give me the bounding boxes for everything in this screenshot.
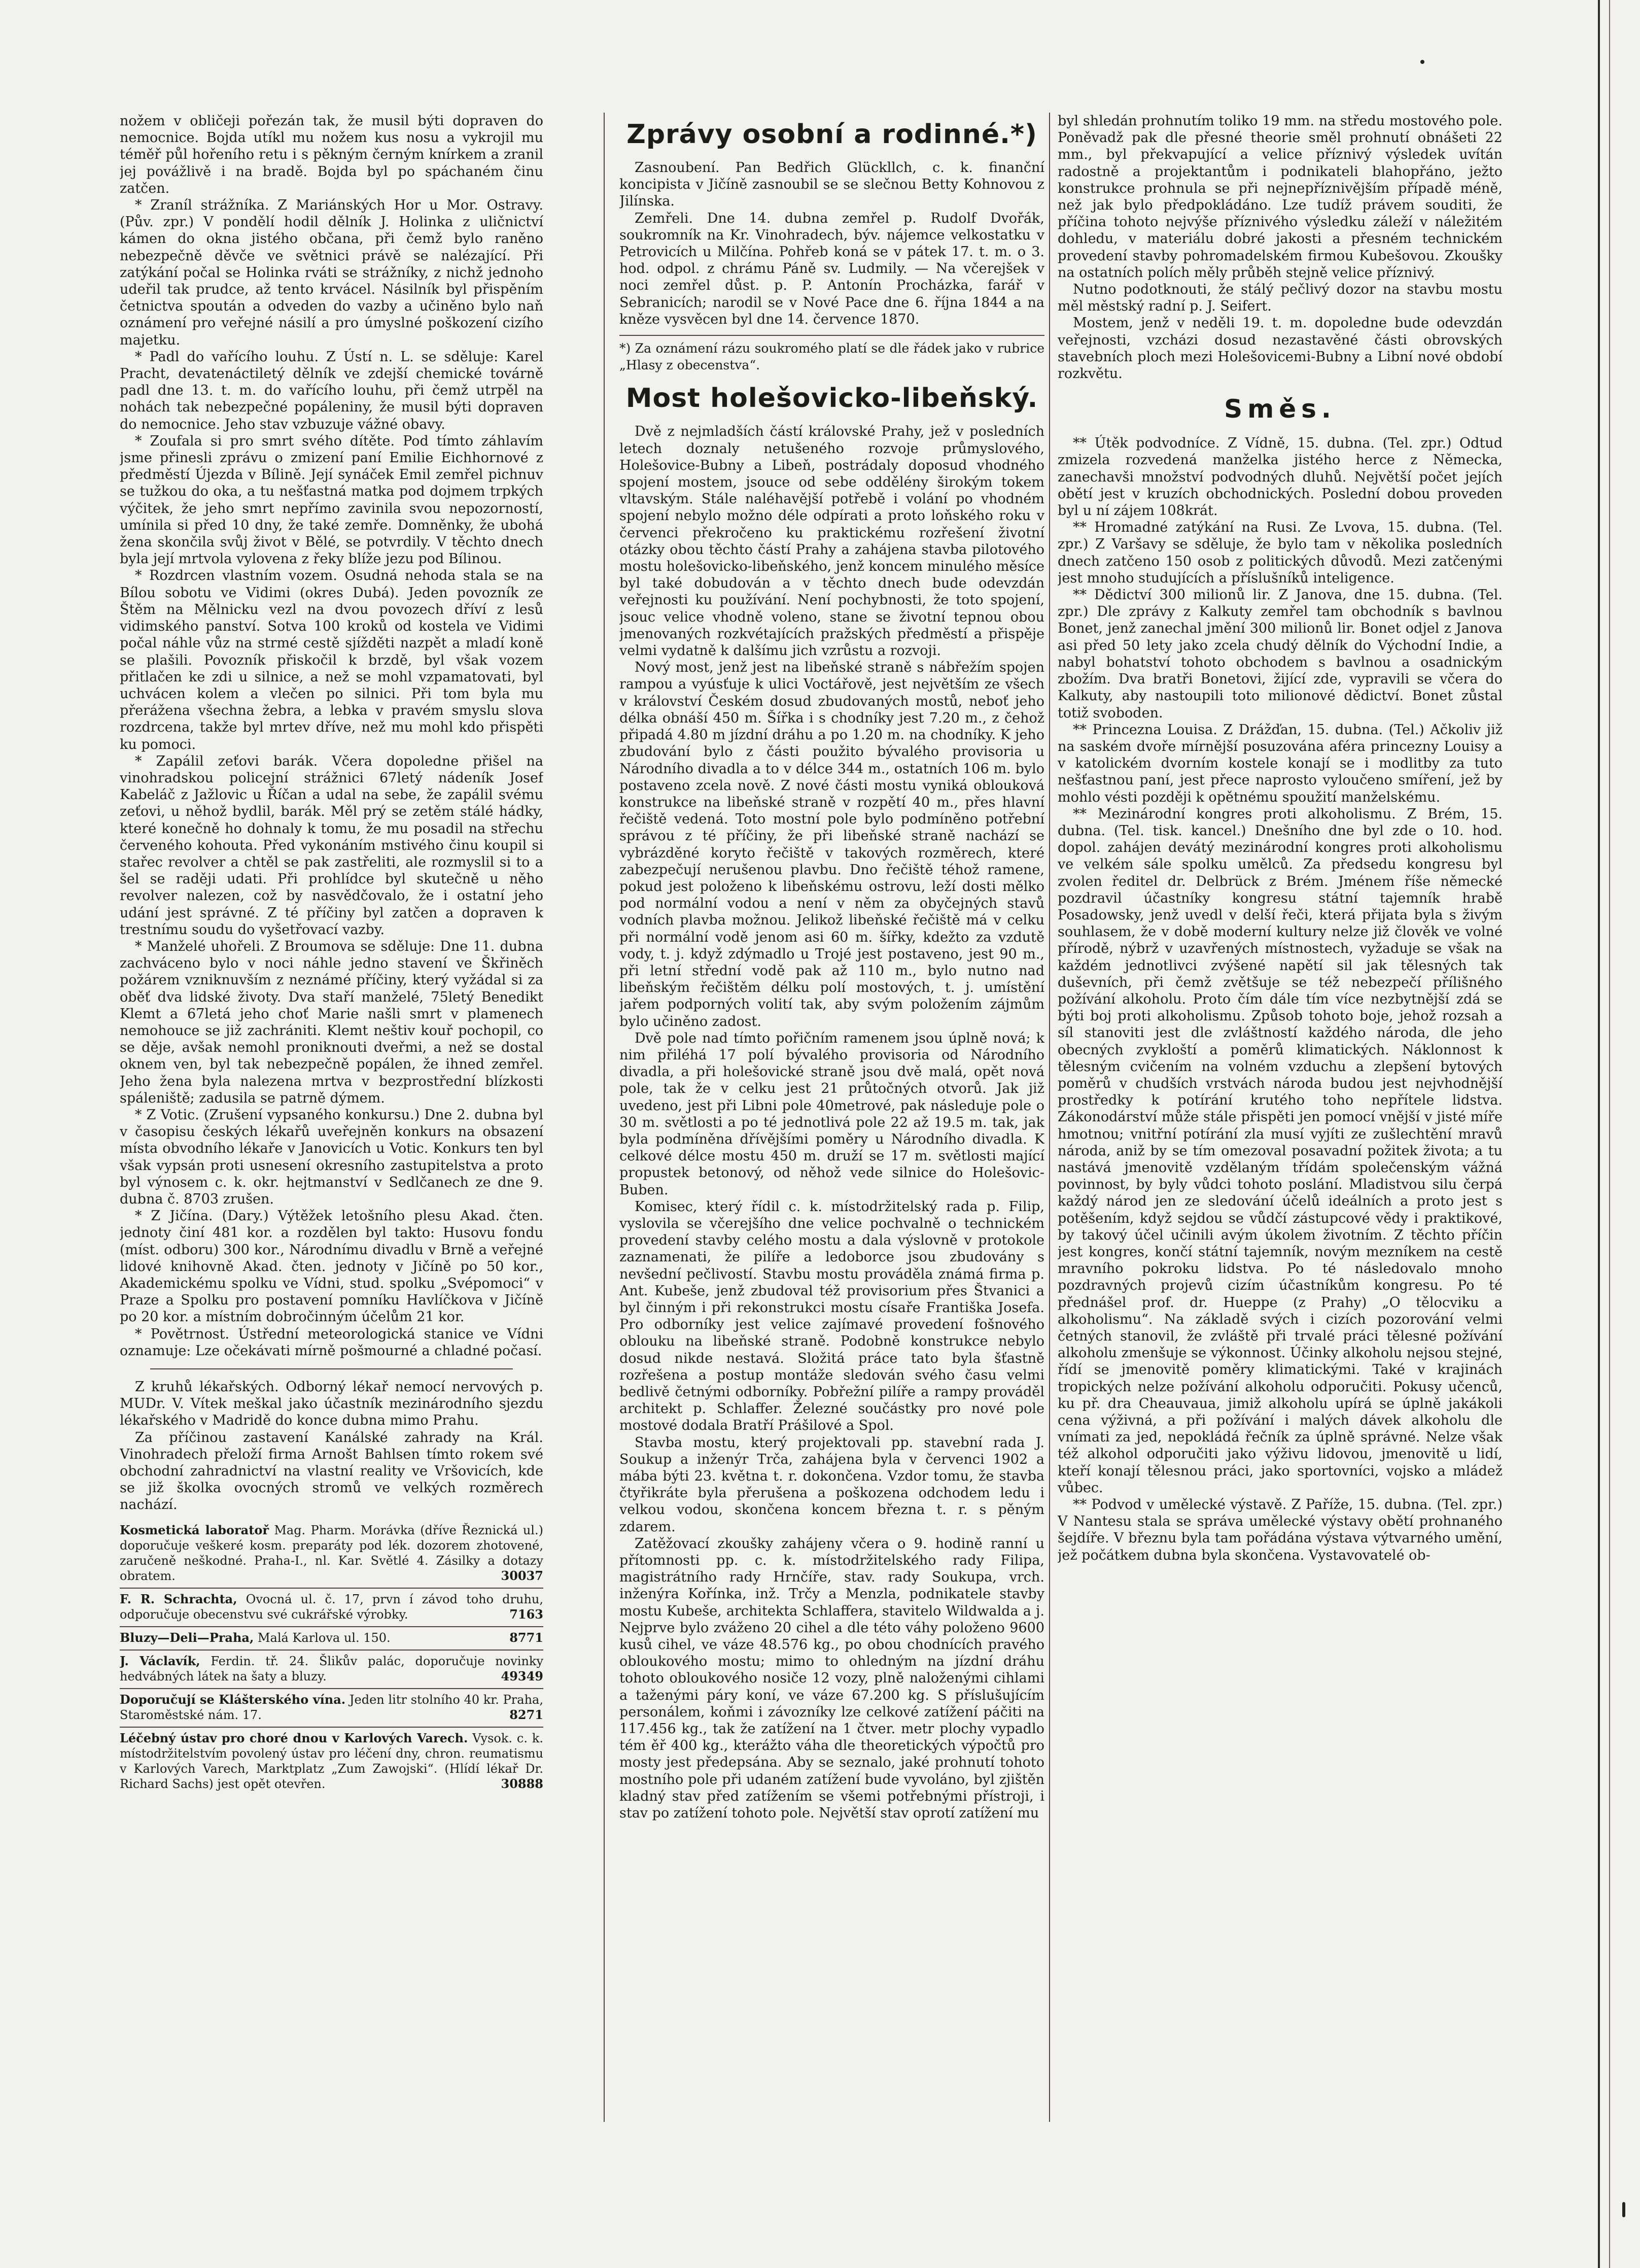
article-paragraph: ** Útěk podvodníce. Z Vídně, 15. dubna. (Tel. zpr.) Odtud zmizela rozvedená manželka jistého herce z Německa, zanechavši množství podvodných dluhů. Největší počet jejích obětí jest v kruzích obchodnických. Poslední dobou proveden byl u ní zájem 108krát. [1058,435,1503,519]
article-paragraph: Z kruhů lékařských. Odborný lékař nemocí nervových p. MUDr. V. Vítek meškal jako účastník mezinárodního sjezdu lékařského v Madridě do konce dubna mimo Prahu. [120,1379,543,1429]
print-mark [1622,2202,1625,2217]
advertisement [120,1727,543,1796]
article-paragraph: nožem v obličeji pořezán tak, že musil býti dopraven do nemocnice. Bojda utíkl mu nožem kus nosu a vykrojil mu téměř půl hořeního retu i s pěkným černým knírkem a zranil jej povážlivě i na bradě. Bojda byl po spáchaném činu zatčen. [120,113,543,196]
article-paragraph: Zasnoubení. Pan Bedřich Glückllch, c. k. finanční koncipista v Jičíně zasnoubil se se slečnou Betty Kohnovou z Jilínska. [619,160,1044,210]
article-paragraph: * Padl do vařícího louhu. Z Ústí n. L. se sděluje: Karel Pracht, devatenáctiletý dělník ve zdejší chemické továrně padl dne 13. t. m. do vařícího louhu, při čemž utrpěl na nohách tak nebezpečné popáleniny, že musil býti dopraven do nemocnice. Jeho stav vzbuzuje vážné obavy. [120,349,543,432]
ad-code: 30037 [501,1568,543,1583]
ad-code: 8271 [509,1707,543,1722]
article-paragraph: * Z Votic. (Zrušení vypsaného konkursu.) Dne 2. dubna byl v časopisu českých lékařů uveřejněn konkurs na obsazení místa obvodního lékaře v Janovicích u Votic. Konkurs ten byl však vypsán proti usnesení okresního zastupitelstva a proto byl výnosem c. k. okr. hejtmanství v Sedlčanech ze dne 9. dubna č. 8703 zrušen. [120,1107,543,1207]
article-paragraph: ** Hromadné zatýkání na Rusi. Ze Lvova, 15. dubna. (Tel. zpr.) Z Varšavy se sděluje, že bylo tam v několika posledních dnech zatčeno 150 osob z politických důvodů. Mezi zatčenými jest mnoho studujících a příslušníků inteligence. [1058,520,1503,586]
page-edge [1598,0,1600,2268]
ad-text: Ovocná ul. č. 17, prvn í závod toho druhu, odporučuje obecenstvu své cukrářské výrobky. [120,1592,543,1622]
footnote: *) Za oznámení rázu soukromého platí se dle řádek jako v rubrice „Hlasy z obecenstva“. [619,335,1044,373]
article-paragraph: Mostem, jenž v neděli 19. t. m. dopoledne bude odevzdán veřejnosti, vzcházi dosud nezastavěné části obrovských stavebních ploch mezi Holešovicemi-Bubny a Libní nové období rozkvětu. [1058,315,1503,382]
advertisement [120,1650,543,1688]
ad-text: Vysok. c. k. místodržitelstvím povolený ústav pro léčení dny, chron. reumatismu v Karlových Varech, Marktplatz „Zum Zawojski“. (Hlídí lékař Dr. Richard Sachs) jest opět otevřen. [120,1731,543,1791]
column-rule-left [604,113,605,2122]
ad-title: Bluzy—Deli—Praha, [120,1630,254,1645]
ad-code: 49349 [501,1668,543,1683]
article-paragraph: Dvě z nejmladších částí královské Prahy, jež v posledních letech doznaly netušeného rozvoje průmyslového, Holešovice-Bubny a Libeň, postrádaly doposud vhodného spojení mostem, jsouce od sebe oddělény širokým tokem vltavským. Stále naléhavější potřebě i volání po vhodném spojení nebylo možno déle odpírati a proto loňského roku v červenci překročeno ku praktickému rozřešení životní otázky obou těchto částí Prahy a zahájena stavba pilotového mostu holešovicko-libeňského, jenž koncem minulého měsíce byl také dobudován a v těchto dnech bude odevzdán veřejnosti ku používání. Není pochybnosti, že toto spojení, jsouc velice vhodně voleno, stane se životní tepnou obou jmenovaných rozkvétajících pražských předměstí a přispěje velmi vydatně k dalšímu jich vzrůstu a rozvoji. [619,424,1044,659]
column-left [120,113,543,2112]
ad-title: Léčebný ústav pro choré dnou v Karlových Varech. [120,1730,468,1745]
section-heading-personal-news: Zprávy osobní a rodinné.*) [626,119,1037,150]
article-paragraph: ** Podvod v umělecké výstavě. Z Paříže, 15. dubna. (Tel. zpr.) V Nantesu stala se správa umělecké výstavy obětí prohnaného šejdíře. V březnu byla tam pořádána výstava výtvarného umění, jež počátkem dubna byla skončena. Vystavovatelé ob- [1058,1497,1503,1563]
article-paragraph: * Zapálil zeťovi barák. Včera dopoledne přišel na vinohradskou policejní strážnici 67letý nádeník Josef Kabeláč z Jažlovic u Říčan a udal na sebe, že zapálil svému zeťovi, u něhož bydlil, barák. Měl prý se zetěm stálé hádky, které konečně ho dohnaly k tomu, že mu posadil na střechu červeného kohouta. Před vykonáním mstivého činu koupil si stařec revolver a chtěl se pak zastřeliti, ale rozmyslil si to a šel se raději udati. Při prohlídce byl skutečně u něho revolver nalezen, což by nasvědčovalo, že i ostatní jeho udání jest správné. Z té příčiny byl zatčen a dopraven k trestnímu soudu do vyšetřovací vazby. [120,753,543,938]
advertisement [120,1626,543,1650]
article-paragraph: Nutno podotknouti, že stálý pečlivý dozor na stavbu mostu měl městský radní p. J. Seifert. [1058,282,1503,315]
section-heading-miscellany: Směs. [1224,394,1336,424]
article-paragraph: Zatěžovací zkoušky zahájeny včera o 9. hodině ranní u přítomnosti pp. c. k. místodržitelského rady Filipa, magistrátního rady Hrnčíře, stav. rady Soukupa, vrch. inženýra Kořínka, inž. Trčy a Menzla, podnikatele stavby mostu Kubeše, architekta Schlaffera, stavitelo Wildwalda a j. Nejprve bylo zváženo 20 cihel a dle této váhy položeno 9600 kusů cihel, ve váze 48.576 kg., po obou chodnících pravého obloukového mostu; mimo to ohledným na jízdní dráhu tohoto obloukového nosiče 12 vozy, plně naloženými cihlami a taženými páry koní, ve váze 67.200 kg. S příslušujícím personálem, koňmi i závozníky lze celkové zatížení páčiti na 117.456 kg., tak že zatížení na 1 čtver. metr plochy vypadlo tém ěř 400 kg., kterážto váha dle theoretických výpočtů pro mosty jest předepsána. Aby se seznalo, jaké prohnutí tohoto mostního pole při udaném zatížení bude vyvoláno, byl zjištěn kladný stav před zatížením se všemi potřebnými přístroji, i stav po zatížení tohoto pole. Největší stav oprotí zatížení mu [619,1535,1044,1822]
advertisement [120,1688,543,1727]
article-paragraph: * Povětrnost. Ústřední meteorologická stanice ve Vídni oznamuje: Lze očekávati mírně pošmourné a chladné počasí. [120,1326,543,1359]
article-paragraph: * Zraníl strážníka. Z Mariánských Hor u Mor. Ostravy. (Pův. zpr.) V pondělí hodil dělník J. Holinka z uličnictví kámen do okna jistého občana, při čemž bylo raněno nebezpečně děvče ve světnici právě se nalézající. Při zatýkání počal se Holinka rváti se strážníky, z nichž jednoho udeřil tak prudce, až tento krvácel. Násilník byl přispěním četnictva spoután a odveden do vazby a učiněno bylo naň oznámení pro veřejné násilí a pro úmyslné poškození cizího majetku. [120,197,543,348]
article-paragraph: Stavba mostu, který projektovali pp. stavební rada J. Soukup a inženýr Trča, zahájena byla v červenci 1902 a mába býti 23. května t. r. dokončena. Vzdor tomu, že stavba čtyřikráte byla přerušena a poškozena odchodem ledu i velkou vodou, skončena koncem března t. r. s pěným zdarem. [619,1434,1044,1535]
advertisements [120,1520,543,1796]
column-middle [619,113,1044,2112]
ad-code: 30888 [501,1776,543,1791]
ad-title: F. R. Schrachta, [120,1591,237,1606]
article-paragraph: Za příčinou zastavení Kanálské zahrady na Král. Vinohradech přeloží firma Arnošt Bahlsen tímto rokem své obchodní zahradnictví na vlastní reality ve Vršovicích, kde se již školka ovocných stromů ve velkých rozměrech nachází. [120,1429,543,1513]
ad-text: Malá Karlova ul. 150. [257,1630,391,1645]
advertisement [120,1520,543,1588]
ad-text: Jeden litr stolního 40 kr. Praha, Staroměstské nám. 17. [120,1692,543,1722]
article-paragraph: ** Dědictví 300 milionů lir. Z Janova, dne 15. dubna. (Tel. zpr.) Dle zprávy z Kalkuty zemřel tam obchodník s bavlnou Bonet, jenž zanechal jmění 300 milionů lir. Bonet odjel z Janova asi před 50 lety jako zcela chudý dělník do Východní Indie, a nabyl bohatství tohoto obchodem s bavlnou a osadnickým zbožím. Dva bratři Bonetovi, žijící zde, vypravili se včera do Kalkuty, aby nastoupili toto milionové dědictví. Bonet zůstal totiž svoboden. [1058,587,1503,721]
article-paragraph: Zemřeli. Dne 14. dubna zemřel p. Rudolf Dvořák, soukromník na Kr. Vinohradech, býv. nájemce velkostatku v Petrovicích u Milčína. Pohřeb koná se v pátek 17. t. m. o 3. hod. odpol. z chrámu Páně sv. Ludmily. — Na včerejšek v noci zemřel důst. p. P. Antonín Procházka, farář v Sebranicích; narodil se v Nové Pace dne 6. října 1844 a na kněze vysvěcen byl dne 14. července 1870. [619,210,1044,327]
article-paragraph: ** Princezna Louisa. Z Drážďan, 15. dubna. (Tel.) Ačkoliv již na saském dvoře mírnější posuzována aféra princezny Louisy a v katolickém dvorním kostele konají se i modlitby za tuto nešťastnou paní, jest přece naprosto vyloučeno smíření, jež by mohlo vésti později k opětnému spoužití manželskému. [1058,721,1503,805]
article-paragraph: Dvě pole nad tímto pořičním ramenem jsou úplně nová; k nim přiléhá 17 polí bývalého provisoria od Národního divadla, a při holešovické straně jsou dvě malá, opět nová pole, tak že v celku jest 21 průtočných otvorů. Jak již uvedeno, jest při Libni pole 40metrové, pak následuje pole o 30 m. světlosti a po té jednotlivá pole 22 až 19.5 m. tak, jak byla podmíněna dřívějšími poměry u Národního divadla. K celkové délce mostu 450 m. druží se 17 m. světlosti mající propustek betonový, od něhož vede silnice do Holešovic-Buben. [619,1030,1044,1198]
advertisement [120,1588,543,1626]
article-paragraph: * Zoufala si pro smrt svého dítěte. Pod tímto záhlavím jsme přinesli zprávu o zmizení paní Emilie Eichhornové z předměstí Újezda v Bílině. Její synáček Emil zemřel pichnuv se tužkou do oka, a tu nešťastná matka pod dojmem trpkých výčitek, že jeho smrt nepřímo zavinila svou nepozorností, umínila si před 10 dny, že také zemře. Domněnky, že ubohá žena skončila svůj život v Bělé, se potvrdily. V těchto dnech byla její mrtvola vylovena z řeky blíže jezu pod Bílinou. [120,433,543,567]
ad-title: Doporučují se Klášterského vína. [120,1692,346,1707]
article-paragraph: ** Mezinárodní kongres proti alkoholismu. Z Brém, 15. dubna. (Tel. tisk. kancel.) Dnešního dne byl zde o 10. hod. dopol. zahájen devátý mezinárodní kongres proti alkoholismu ve velkém sále spolku umělců. Za předsedu kongresu byl zvolen ředitel dr. Delbrück z Brém. Jménem říše německé pozdravil účastníky kongresu státní tajemník hrabě Posadowsky, jenž uvedl v delší řeči, která přijata byla s živým souhlasem, že v době moderní kultury nelze již člověk ve volné přírodě, nýbrž v uzavřených místnostech, vyžaduje se však na každém jednotlivci zvýšené napětí sil jak tělesných tak duševních, při čemž zvětšuje se též nebezpečí přílišného požívání alkoholu. Proto čím dále tím více nezbytnější zdá se býti boj proti alkoholismu. Způsob tohoto boje, jehož rozsah a síl stanoviti jest dle zvláštností každého národa, dle jeho obecných zvykloští a poměrů klimatických. Náklonnost k tělesným cvičením na volném vzduchu a zlepšení bytových poměrů v chudších vrstvách národa budou jest nejvhodnější prostředky k potírání krutého toho nepřítele lidstva. Zákonodárství může stále přispěti jen pomocí vnější v jisté míře hmotnou; vnitřní potírání zla musí vyjíti ze zušlechtění mravů národa, aniž by se tím omezoval posavadní požitek života; a tu nastává jmenovitě vzdělaným třídám společenským vážná povinnost, by byly vůdci tohoto poslání. Mladistvou silu čerpá každý národ jen ze sledování účelů ideálních a proto jest s potěšením, když sejdou se vůdčí zástupcové vědy i praktikové, by takový účel učinili avým úkolem životním. Z těchto příčin jest kongres, končí státní tajemník, novým mezníkem na cestě mravního pokroku lidstva. Po té následovalo mnoho pozdravných projevů cizím účastníkům kongresu. Po té přednášel prof. dr. Hueppe (z Prahy) „O tělocviku a alkoholismu“. Na základě svých i cizích pozorování velmi četných stanovil, že zvláště při trvalé práci tělesné požívání alkoholu zmenšuje se výkonnost. Účinky alkoholu nejsou stejné, řídí se jmenovitě poměry klimatickými. Také v krajinách tropických nelze požívání alkoholu odporučiti. Pokusy učenců, ku př. dra Cheauvaua, jimiž alkoholu upírá se úplně jakákoli cena výživná, a při požívání i malých dávek alkoholu dle vnímati za jed, nepokládá řečník za úplně správné. Nelze však též alkohol odporučiti jako výživu lidovou, jmenovitě u lidí, kteří konají tělesnou práci, jako sportovníci, vojsko a mládež vůbec. [1058,806,1503,1496]
column-rule-right [1049,113,1050,2122]
ad-code: 7163 [509,1606,543,1622]
section-separator [150,1368,513,1369]
article-paragraph: * Manželé uhořeli. Z Broumova se sděluje: Dne 11. dubna zachváceno bylo v noci náhle jedno stavení ve Škřiněch požárem vzniknuvším z neznámé příčiny, který vyžádal si za oběť dva lidské životy. Dva staří manželé, 75letý Benedikt Klemt a 67letá jeho choť Marie našli smrt v plamenech nemohouce se již zachrániti. Klemt neštiv kouř pochopil, co se děje, avšak nemohl proniknouti dveřmi, a než se dostal oknem ven, byl tak nebezpečně popálen, že ihned zemřel. Jeho žena byla nalezena mrtva v bezprostřední blízkosti spáleniště; zadusila se patrně dýmem. [120,938,543,1106]
print-speck [1420,60,1424,64]
ad-code: 8771 [509,1630,543,1645]
column-right [1058,113,1503,2112]
page-edge-inner [1609,0,1610,2268]
article-paragraph: * Rozdrcen vlastním vozem. Osudná nehoda stala se na Bílou sobotu ve Vidimi (okres Dubá). Jeden povozník ze Štěm na Mělnicku vezl na dvou povozech dříví z lesů vidimského panství. Sotva 100 kroků od kostela ve Vidimi počal náhle vůz na strmé cestě sjížděti nazpět a mladí koně se plašili. Povozník přiskočil k brzdě, byl však vozem přitlačen ke zdi u silnice, a než se mohl vzpamatovati, byl uchvácen kolem a vlečen po silnici. Při tom byla mu přerážena všechna žebra, a lebka v pravém smyslu slova rozdrcena, takže byl mrtev dříve, než mu mohl kdo přispěti ku pomoci. [120,568,543,752]
article-paragraph: * Z Jičína. (Dary.) Výtěžek letošního plesu Akad. čten. jednoty činí 481 kor. a rozdělen byl takto: Husovu fondu (míst. odboru) 300 kor., Národnímu divadlu v Brně a veřejné lidové knihovně Akad. čten. jednoty v Jičíně po 50 kor., Akademickému spolku ve Vídni, stud. spolku „Svépomoci“ v Praze a Spolku pro postavení pomníku Havlíčkova v Jičíně po 20 kor. a místním dobročinným účelům 21 kor. [120,1208,543,1325]
article-paragraph: Nový most, jenž jest na libeňské straně s nábřežím spojen rampou a vyúsťuje k ulici Voctářově, jest největším ze všech v království Českém dosud zbudovaných mostů, neboť jeho délka obnáší 450 m. Šířka i s chodníky jest 7.20 m., z čehož připadá 4.80 m jízdní dráhu a po 1.20 m. na chodníky. K jeho zbudování bylo z části použito bývalého provisoria u Národního divadla a to v délce 344 m., ostatních 106 m. bylo postaveno zcela nově. Z nové části mostu vyniká oblouková konstrukce na libeňské straně v rozpětí 40 m., přes hlavní řečiště vedená. Toto mostní pole bylo podmíněno potřební správou z té příčiny, že při libeňské straně nachází se vybrázděné koryto řečiště v takových rozměrech, které zabezpečují nerušenou plavbu. Dno řečiště téhož ramene, pokud jest položeno k libeňskému ostrovu, leží dosti mělko pod normální vodou a není v něm za obyčejných stavů vodních plavba možnou. Jelikož libeňské řečiště má v celku při normální vodě jenom asi 60 m. šířky, kdežto za vzdutě vody, t. j. když zdýmadlo u Trojé jest postaveno, jest 90 m., při letní střední vodě pak až 110 m., bylo nutno nad libeňským řečištěm délku polí mostových, t. j. umístění jařem podporných volití tak, aby svým položením zájmům bylo učiněno zadost. [619,660,1044,1029]
ad-text: Mag. Pharm. Morávka (dříve Řeznická ul.) doporučuje veškeré kosm. preparáty pod lék. dozorem zhotovené, zaručeně neškodné. Praha-I., nl. Kar. Světlé 4. Zásilky a dotazy obratem. [120,1523,543,1583]
article-heading-bridge: Most holešovicko-libeňský. [625,383,1038,414]
article-paragraph: byl shledán prohnutím toliko 19 mm. na středu mostového pole. Poněvadž pak dle přesné theorie směl prohnutí obnášeti 22 mm., byl překvapující a velice příznivý výsledek uvítán radostně a projektantům i podnikateli blahopřáno, ježto konstrukce prohnula se při nejnepříznivějším případě méně, než jak bylo předpokládáno. Lze tudíž právem souditi, že příčina tohoto nejvýše příznivého výsledku záleží v náležitém dohledu, v materiálu dobré jakosti a přesném technickém provedení stavby pohromadelském firmou Kubešovou. Zkoušky na ostatních polích měly průběh stejně velice příznivý. [1058,113,1503,281]
ad-title: J. Václavík, [120,1653,200,1668]
article-paragraph: Komisec, který řídil c. k. místodržitelský rada p. Filip, vyslovila se včerejšího dne velice pochvalně o technickém provedení stavby celého mostu a dala výslovně v protokole zaznamenati, že pilíře a ledoborce jsou zbudovány s nevšední pečlivostí. Stavbu mostu prováděla známá firma p. Ant. Kubeše, jenž zbudoval též provisorium přes Štvanici a byl činným i při rekonstrukci mostu císaře Františka Josefa. Pro odborníky jest velice zajímavé provedení fošnového oblouku na libeňské straně. Podobně konstrukce nebylo dosud nikde nestavá. Složitá práce tato byla šťastně rozřešena a postup montáže sledován svého času velmi bedlivě četnými odborníky. Pobřežní pilíře a rampy prováděl architekt p. Schlaffer. Železné součástky pro nové pole mostové dodala Bratří Prášilové a Spol. [619,1198,1044,1434]
ad-text: Ferdin. tř. 24. Šlikův palác, doporučuje novinky hedvábných látek na šaty a bluzy. [120,1654,543,1683]
ad-title: Kosmetická laboratoř [120,1522,269,1537]
